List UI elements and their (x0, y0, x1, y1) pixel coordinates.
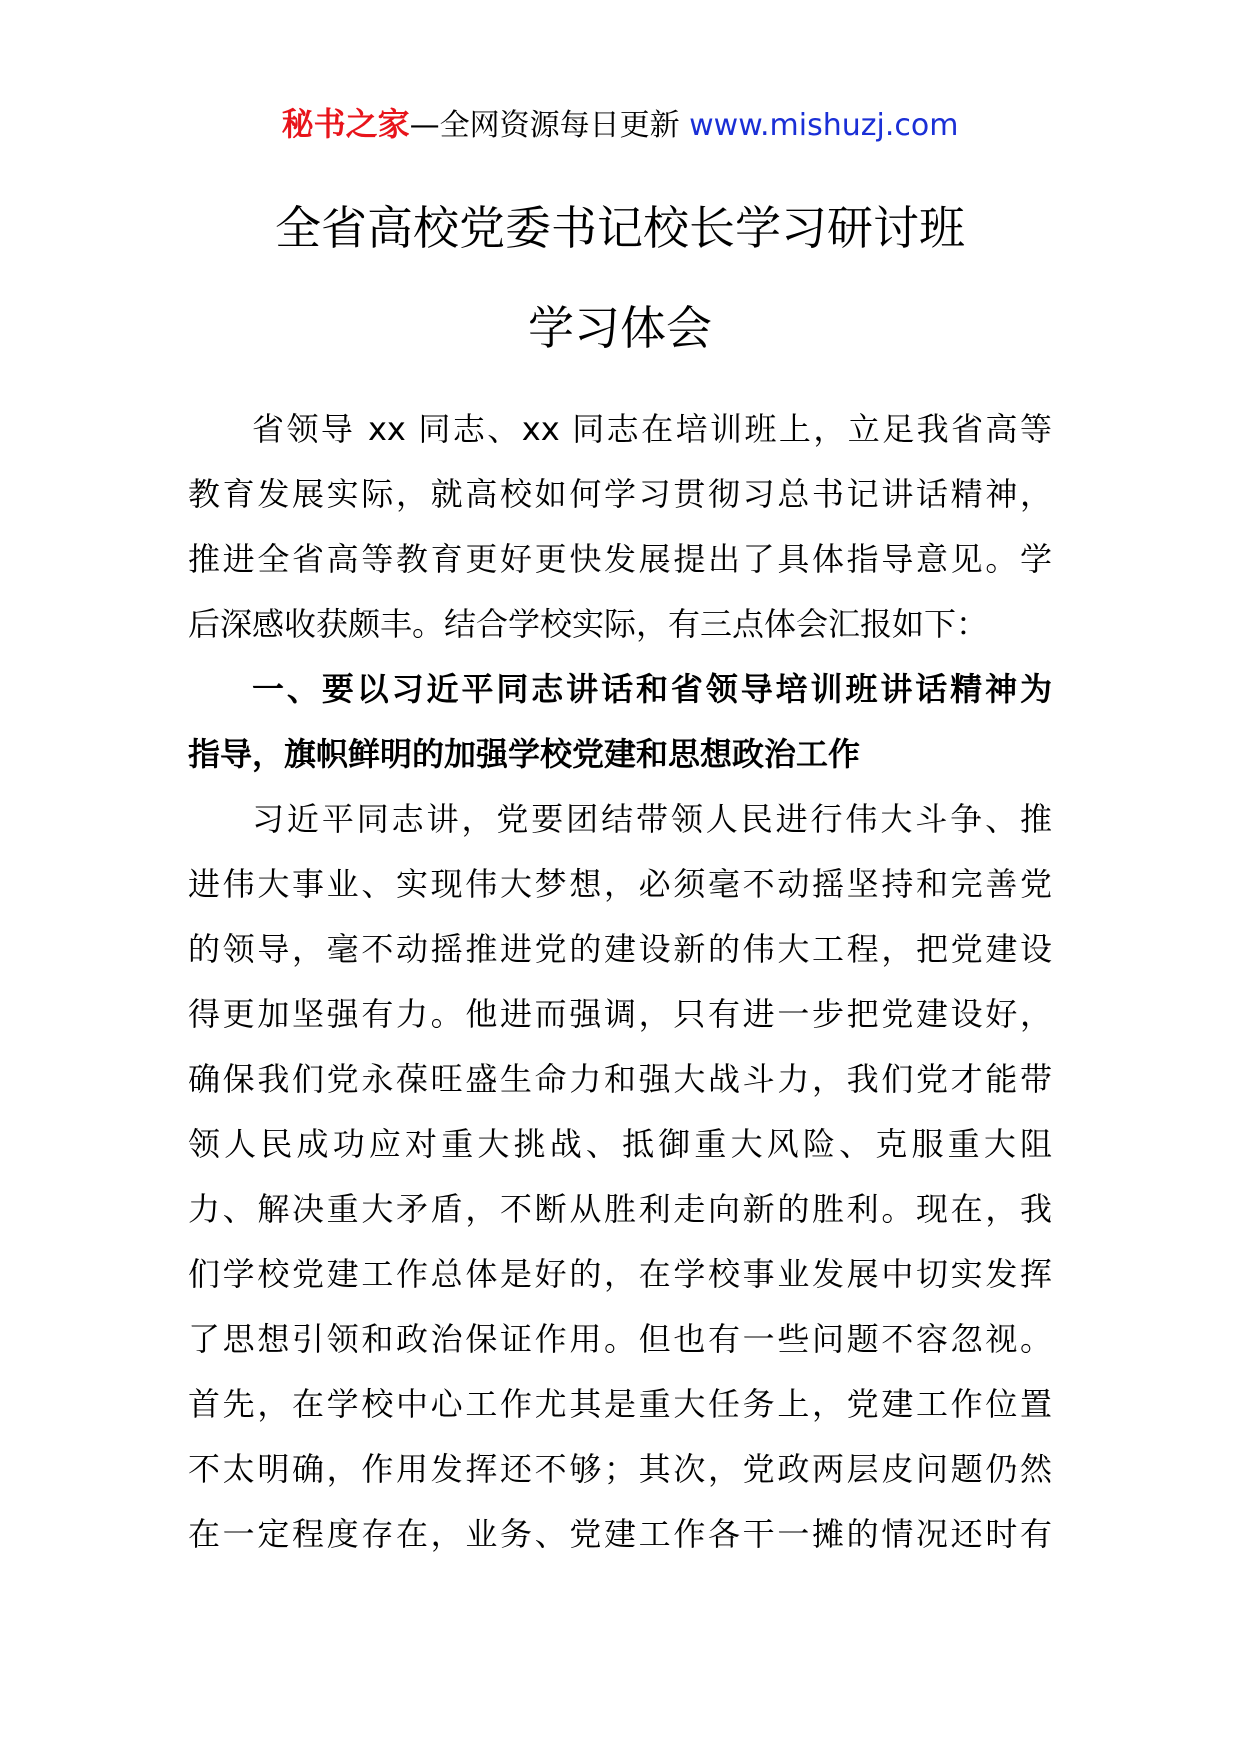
body-line: 省领导 xx 同志、xx 同志在培训班上，立足我省高等 (252, 410, 1052, 448)
section-heading-line: 一、要以习近平同志讲话和省领导培训班讲话精神为 (252, 670, 1052, 708)
site-url-link[interactable]: www.mishuzj.com (689, 108, 959, 143)
brand-name: 秘书之家 (281, 105, 410, 143)
body-line: 力、解决重大矛盾，不断从胜利走向新的胜利。现在，我 (188, 1190, 1052, 1228)
body-line: 得更加坚强有力。他进而强调，只有进一步把党建设好， (188, 995, 1052, 1033)
body-line: 教育发展实际，就高校如何学习贯彻习总书记讲话精神， (188, 475, 1052, 513)
document-title-line-2: 学习体会 (528, 301, 712, 355)
body-line: 在一定程度存在，业务、党建工作各干一摊的情况还时有 (188, 1515, 1052, 1553)
header-slogan: —全网资源每日更新 (409, 108, 680, 143)
body-line: 确保我们党永葆旺盛生命力和强大战斗力，我们党才能带 (188, 1060, 1052, 1098)
document-body (188, 397, 1052, 1567)
body-line: 领人民成功应对重大挑战、抵御重大风险、克服重大阻 (188, 1125, 1052, 1163)
body-line: 了思想引领和政治保证作用。但也有一些问题不容忽视。 (188, 1320, 1052, 1358)
site-header (0, 100, 1240, 150)
body-line: 们学校党建工作总体是好的，在学校事业发展中切实发挥 (188, 1255, 1052, 1293)
body-line: 习近平同志讲，党要团结带领人民进行伟大斗争、推 (252, 800, 1052, 838)
body-line: 推进全省高等教育更好更快发展提出了具体指导意见。学 (188, 540, 1052, 578)
body-line: 不太明确，作用发挥还不够；其次，党政两层皮问题仍然 (188, 1450, 1052, 1488)
document-title-line-1: 全省高校党委书记校长学习研讨班 (275, 201, 965, 255)
body-line: 首先，在学校中心工作尤其是重大任务上，党建工作位置 (188, 1385, 1052, 1423)
section-heading-line: 指导，旗帜鲜明的加强学校党建和思想政治工作 (188, 735, 861, 773)
body-line: 的领导，毫不动摇推进党的建设新的伟大工程，把党建设 (188, 930, 1052, 968)
body-line: 进伟大事业、实现伟大梦想，必须毫不动摇坚持和完善党 (188, 865, 1052, 903)
body-line: 后深感收获颇丰。结合学校实际，有三点体会汇报如下： (188, 605, 989, 643)
